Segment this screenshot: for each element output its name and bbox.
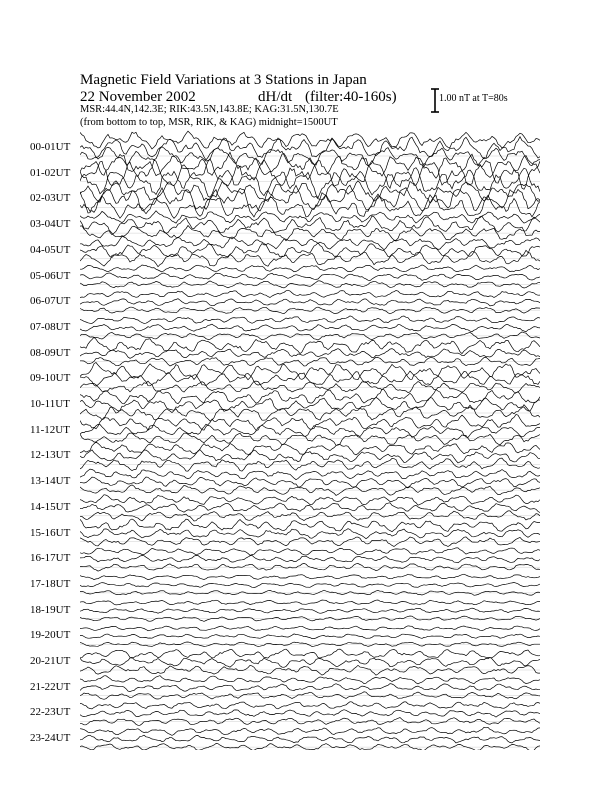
trace-rik-07-08UT — [80, 324, 540, 332]
hour-label: 19-20UT — [30, 629, 71, 642]
trace-rik-11-12UT — [80, 424, 540, 437]
hour-label: 03-04UT — [30, 218, 71, 231]
hour-label: 21-22UT — [30, 680, 71, 693]
hour-label: 14-15UT — [30, 500, 71, 513]
hour-label: 18-19UT — [30, 603, 71, 616]
trace-kag-19-20UT — [80, 626, 540, 631]
hour-label: 17-18UT — [30, 577, 71, 590]
trace-rik-17-18UT — [80, 583, 540, 588]
hour-label: 22-23UT — [30, 706, 71, 719]
trace-rik-06-07UT — [80, 299, 540, 306]
trace-kag-14-15UT — [80, 495, 540, 506]
hour-label: 13-14UT — [30, 475, 71, 488]
trace-kag-00-01UT — [80, 131, 540, 149]
hour-label: 20-21UT — [30, 655, 71, 667]
hour-label: 11-12UT — [30, 423, 70, 436]
hour-label: 12-13UT — [30, 449, 71, 462]
trace-rik-01-02UT — [80, 159, 540, 190]
trace-rik-03-04UT — [80, 216, 540, 235]
trace-kag-18-19UT — [80, 600, 540, 605]
trace-kag-04-05UT — [80, 236, 540, 249]
trace-rik-02-03UT — [80, 185, 540, 213]
stations-label: MSR:44.4N,142.3E; RIK:43.5N,143.8E; KAG:31.5N,130.7E — [80, 104, 339, 115]
trace-rik-13-14UT — [80, 477, 540, 487]
trace-rik-22-23UT — [80, 710, 540, 717]
hour-label: 05-06UT — [30, 269, 71, 282]
scale-bar-label: 1.00 nT at T=80s — [439, 93, 508, 104]
trace-rik-05-06UT — [80, 273, 540, 281]
hour-label: 07-08UT — [30, 320, 71, 333]
trace-kag-17-18UT — [80, 574, 540, 579]
hour-label: 09-10UT — [30, 372, 71, 385]
trace-kag-15-16UT — [80, 519, 540, 532]
trace-msr-23-24UT — [80, 744, 540, 751]
trace-rik-10-11UT — [80, 397, 540, 413]
trace-rik-20-21UT — [80, 657, 540, 667]
trace-kag-05-06UT — [80, 265, 540, 272]
trace-rik-16-17UT — [80, 555, 540, 562]
trace-rik-23-24UT — [80, 735, 540, 743]
hour-label: 06-07UT — [30, 295, 71, 308]
hour-label: 08-09UT — [30, 346, 71, 359]
order-note: (from bottom to top, MSR, RIK, & KAG) midnight=1500UT — [80, 117, 338, 128]
hour-label: 00-01UT — [30, 141, 71, 153]
hour-label: 10-11UT — [30, 398, 70, 410]
hour-label: 16-17UT — [30, 552, 71, 565]
trace-kag-21-22UT — [80, 676, 540, 684]
trace-kag-16-17UT — [80, 548, 540, 556]
quantity-label: dH/dt — [258, 89, 293, 105]
hour-label: 23-24UT — [30, 732, 71, 745]
trace-kag-07-08UT — [80, 316, 540, 324]
trace-rik-09-10UT — [80, 371, 540, 386]
trace-kag-10-11UT — [80, 389, 540, 404]
hour-label: 02-03UT — [30, 192, 71, 205]
trace-rik-04-05UT — [80, 243, 540, 258]
trace-rik-08-09UT — [80, 349, 540, 359]
trace-msr-11-12UT — [80, 433, 540, 445]
hour-label: 15-16UT — [30, 526, 71, 539]
trace-rik-19-20UT — [80, 634, 540, 639]
hour-label: 01-02UT — [30, 166, 71, 179]
date-label: 22 November 2002 — [80, 89, 196, 105]
trace-kag-03-04UT — [80, 211, 540, 223]
trace-kag-20-21UT — [80, 649, 540, 658]
trace-kag-22-23UT — [80, 702, 540, 709]
trace-rik-12-13UT — [80, 450, 540, 463]
chart-title: Magnetic Field Variations at 3 Stations in Japan — [80, 72, 367, 88]
trace-msr-09-10UT — [80, 381, 540, 393]
trace-rik-15-16UT — [80, 529, 540, 539]
hour-label: 04-05UT — [30, 243, 71, 256]
trace-kag-23-24UT — [80, 727, 540, 735]
trace-rik-18-19UT — [80, 608, 540, 613]
trace-kag-06-07UT — [80, 290, 540, 297]
filter-label: (filter:40-160s) — [305, 89, 397, 105]
traces-plot — [80, 130, 540, 750]
trace-msr-06-07UT — [80, 307, 540, 314]
trace-rik-21-22UT — [80, 684, 540, 692]
